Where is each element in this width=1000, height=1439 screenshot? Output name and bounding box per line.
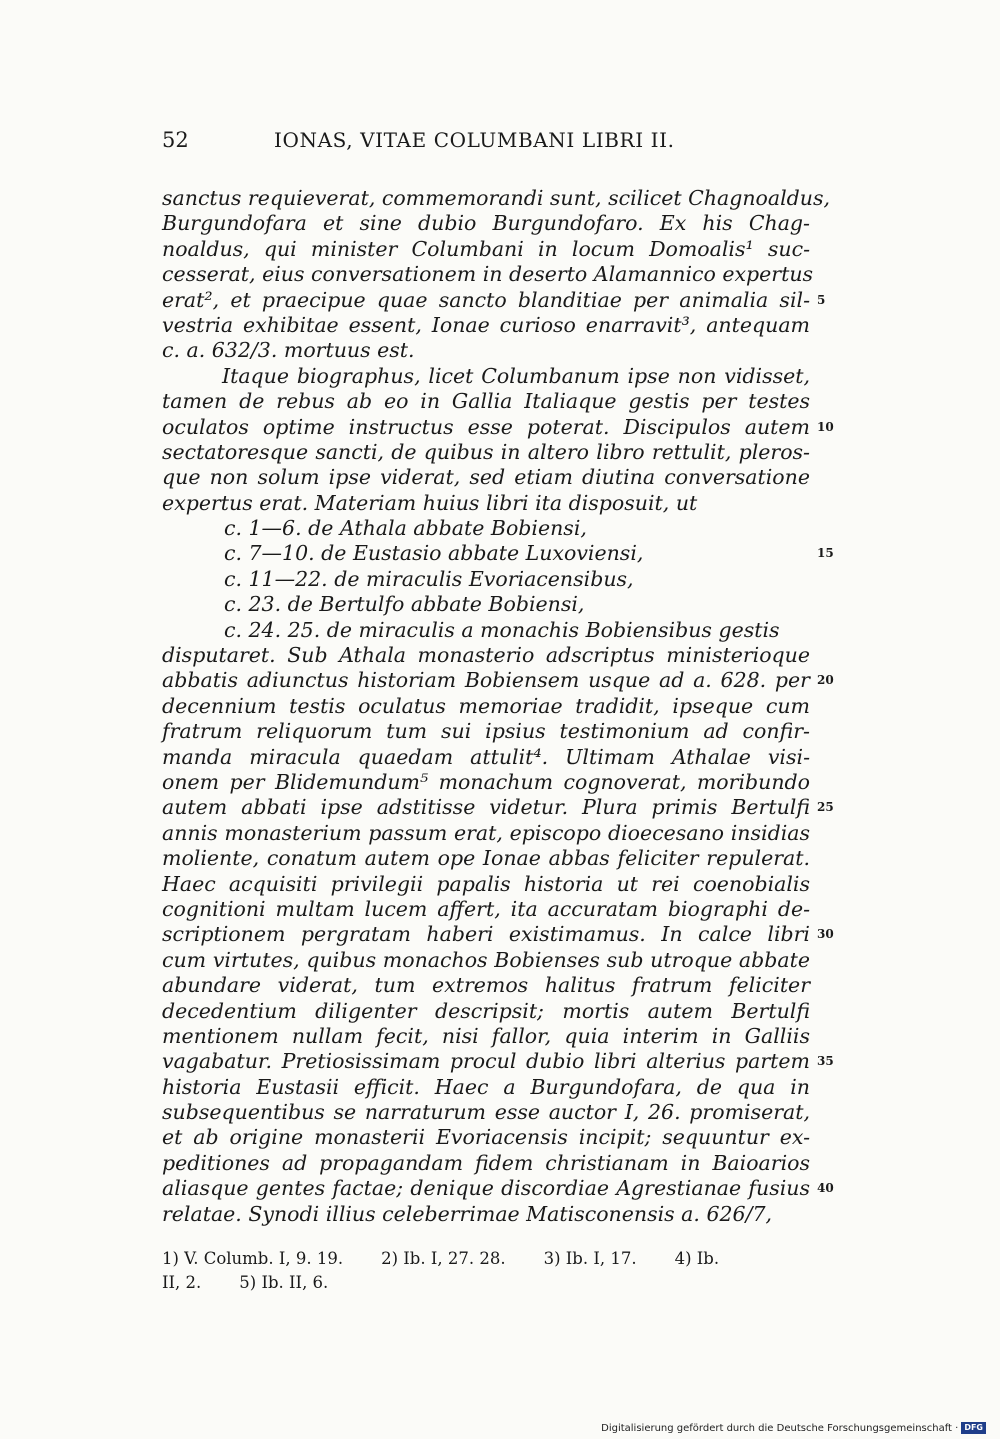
text-line [162, 846, 810, 871]
text-line-content: cesserat, eius conversationem in deserto Alamannico expertus [162, 262, 814, 287]
line-number: 10 [817, 419, 834, 434]
line-number: 25 [817, 800, 834, 815]
text-line-content: fratrum reliquorum tum sui ipsius testimonium ad confir- [162, 719, 810, 744]
text-line-content: et ab origine monasterii Evoriacensis incipit; sequuntur ex- [162, 1125, 810, 1150]
text-line [162, 1176, 834, 1201]
text-line [162, 465, 810, 490]
footnote-line [162, 1247, 810, 1271]
text-line-content: moliente, conatum autem ope Ionae abbas feliciter repulerat. [162, 846, 810, 871]
text-line-content: historia Eustasii efficit. Haec a Burgundofara, de qua in [162, 1074, 810, 1099]
text-line-content: c. 1—6. de Athala abbate Bobiensi, [224, 516, 587, 541]
text-line [162, 1024, 810, 1049]
footnote: II, 2. [162, 1273, 202, 1292]
text-line [162, 287, 826, 313]
text-line-content: abbatis adiunctus historiam Bobiensem usque ad a. 628. per [162, 668, 810, 693]
text-line [162, 262, 814, 287]
footnote: 3) Ib. I, 17. [543, 1249, 637, 1268]
footnote: 4) Ib. [674, 1249, 720, 1268]
text-line-content: decennium testis oculatus memoriae tradidit, ipseque cum [162, 693, 810, 718]
line-number: 5 [817, 292, 826, 307]
text-line-content: manda miracula quaedam attulit⁴. Ultimam Athalae visi- [162, 744, 810, 769]
text-line-content: cognitioni multam lucem affert, ita accuratam biographi de- [162, 896, 810, 921]
text-line-content: c. 11—22. de miraculis Evoriacensibus, [224, 566, 634, 591]
text-line [162, 1151, 810, 1176]
text-line-content: noaldus, qui minister Columbani in locum Domoalis¹ suc- [162, 236, 810, 261]
text-line-content: aliasque gentes factae; denique discordiae Agrestianae fusius [162, 1176, 810, 1201]
text-line [162, 770, 810, 795]
text-line [162, 414, 834, 440]
running-title: IONAS, VITAE COLUMBANI LIBRI II. [274, 128, 675, 152]
text-line [162, 745, 810, 770]
text-line [162, 186, 831, 211]
line-number: 30 [817, 927, 834, 942]
text-line [162, 1125, 810, 1150]
text-line-content: abundare viderat, tum extremos halitus fratrum feliciter [162, 973, 810, 998]
text-line-content: relatae. Synodi illius celeberrimae Matisconensis a. 626/7, [162, 1201, 773, 1226]
text-line-content: sectatoresque sancti, de quibus in altero libro rettulit, pleros- [162, 439, 810, 464]
digitization-credit [601, 1422, 986, 1434]
text-line-content: scriptionem pergratam haberi existimamus. In calce libri [162, 922, 810, 947]
text-line-content: mentionem nullam fecit, nisi fallor, quia interim in Galliis [162, 1023, 810, 1048]
text-line [162, 592, 810, 617]
text-line [162, 440, 810, 465]
dfg-logo: DFG [961, 1422, 986, 1434]
text-line [162, 338, 810, 363]
text-line-content: c. 7—10. de Eustasio abbate Luxoviensi, [224, 541, 644, 566]
text-line [162, 973, 810, 998]
line-number: 35 [817, 1054, 834, 1069]
line-number: 40 [817, 1181, 834, 1196]
text-line-content: vestria exhibitae essent, Ionae curioso enarravit³, antequam [162, 312, 810, 337]
text-line-content: c. 24. 25. de miraculis a monachis Bobiensibus gestis [224, 617, 780, 642]
text-line [162, 999, 810, 1024]
text-line [162, 567, 810, 592]
text-line-content: vagabatur. Pretiosissimam procul dubio libri alterius partem [162, 1049, 810, 1074]
text-line [162, 237, 810, 262]
text-line [162, 541, 834, 566]
text-line-content: que non solum ipse viderat, sed etiam diutina conversatione [162, 465, 810, 490]
text-line [162, 364, 810, 389]
page-number: 52 [162, 128, 189, 152]
text-line-content: disputaret. Sub Athala monasterio adscriptus ministerioque [162, 643, 810, 668]
text-line [162, 668, 834, 693]
text-line [162, 643, 810, 668]
footnote: 5) Ib. II, 6. [239, 1273, 329, 1292]
text-line-content: annis monasterium passum erat, episcopo dioecesano insidias [162, 820, 810, 845]
text-line [162, 897, 810, 922]
text-line-content: decedentium diligenter descripsit; mortis autem Bertulfi [162, 998, 810, 1023]
page-header [162, 128, 812, 156]
text-line [162, 211, 810, 236]
text-line [162, 618, 810, 643]
text-line-content: tamen de rebus ab eo in Gallia Italiaque gestis per testes [162, 389, 810, 414]
footnote: 2) Ib. I, 27. 28. [381, 1249, 506, 1268]
text-line [162, 491, 810, 516]
main-text [162, 186, 834, 1227]
line-number: 15 [817, 546, 834, 561]
text-line [162, 694, 810, 719]
text-line-content: Itaque biographus, licet Columbanum ipse non vidisset, [222, 363, 810, 388]
text-line [162, 516, 810, 541]
text-line [162, 1049, 834, 1074]
footnotes [162, 1247, 810, 1295]
footnote-line [162, 1271, 810, 1295]
footnote: 1) V. Columb. I, 9. 19. [162, 1249, 344, 1268]
text-line-content: cum virtutes, quibus monachos Bobienses sub utroque abbate [162, 947, 810, 972]
text-line [162, 795, 834, 820]
text-line [162, 821, 810, 846]
text-line [162, 1075, 810, 1100]
text-line-content: c. 23. de Bertulfo abbate Bobiensi, [224, 592, 585, 617]
text-line-content: sanctus requieverat, commemorandi sunt, scilicet Chagnoaldus, [162, 186, 831, 210]
text-line [162, 872, 810, 897]
text-line [162, 922, 834, 947]
text-line [162, 389, 810, 414]
text-line [162, 719, 810, 744]
text-line-content: Burgundofara et sine dubio Burgundofaro. Ex his Chag- [162, 211, 810, 236]
text-line [162, 948, 810, 973]
text-line-content: onem per Blidemundum⁵ monachum cognoverat, moribundo [162, 769, 810, 794]
text-line-content: erat², et praecipue quae sancto blanditiae per animalia sil- [162, 287, 810, 312]
text-line-content: c. a. 632/3. mortuus est. [162, 338, 415, 363]
line-number: 20 [817, 673, 834, 688]
text-line-content: subsequentibus se narraturum esse auctor I, 26. promiserat, [162, 1100, 810, 1125]
text-line-content: peditiones ad propagandam fidem christianam in Baioarios [162, 1150, 810, 1175]
text-line-content: Haec acquisiti privilegii papalis historia ut rei coenobialis [162, 871, 810, 896]
text-line [162, 1100, 810, 1125]
text-line-content: oculatos optime instructus esse poterat. Discipulos autem [162, 414, 810, 439]
text-line [162, 313, 810, 338]
text-line [162, 1202, 810, 1227]
text-line-content: autem abbati ipse adstitisse videtur. Plura primis Bertulfi [162, 795, 810, 820]
credit-text: Digitalisierung gefördert durch die Deutsche Forschungsgemeinschaft · [601, 1422, 959, 1434]
text-line-content: expertus erat. Materiam huius libri ita disposuit, ut [162, 490, 698, 515]
